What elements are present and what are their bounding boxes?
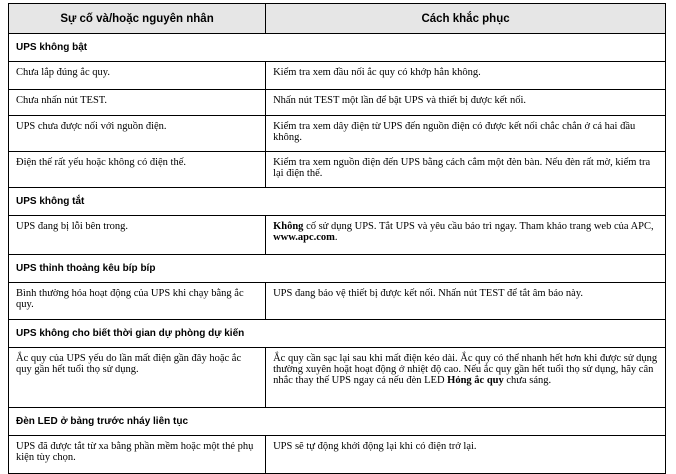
fix-cell [266,216,666,255]
header-fix: Cách khắc phục [266,4,666,34]
table-row [9,152,666,188]
section-heading [9,255,666,283]
cause-cell: Chưa nhấn nút TEST. [9,90,266,116]
fix-cell: Kiểm tra xem dây điện từ UPS đến nguồn điện có được kết nối chắc chắn ở cả hai đầu không. [266,116,666,152]
fix-cell: UPS đang bảo vệ thiết bị được kết nối. Nhấn nút TEST để tắt âm báo này. [266,283,666,320]
apc-website-link: www.apc.com [273,232,335,243]
table-row [9,348,666,408]
section-heading [9,34,666,62]
section-heading [9,320,666,348]
troubleshooting-table [8,3,666,474]
fix-text: Ắc quy cần sạc lại sau khi mất điện kéo dài. Ắc quy có thể nhanh hết hơn khi được sử dụng thường xuyên hoặt hoạt động ở nhiệt độ cao. Nếu ắc quy gần hết tuổi thọ sử dụng, hãy cân nhắc thay thế UPS ngay cả nếu đèn LED [273,353,658,386]
cause-cell: UPS đang bị lỗi bên trong. [9,216,266,255]
fix-cell: Kiểm tra xem nguồn điện đến UPS bằng cách cắm một đèn bàn. Nếu đèn rất mờ, kiểm tra lại điện thế. [266,152,666,188]
table-row [9,216,666,255]
section-title: UPS thỉnh thoảng kêu bíp bíp [9,255,666,283]
section-title: UPS không cho biết thời gian dự phòng dự kiến [9,320,666,348]
cause-cell: UPS đã được tắt từ xa bằng phần mềm hoặc một thẻ phụ kiện tùy chọn. [9,436,266,474]
section-heading [9,188,666,216]
section-title: UPS không bật [9,34,666,62]
table-header-row [9,4,666,34]
fix-bold-led: Hỏng ắc quy [447,375,504,386]
table-row [9,90,666,116]
cause-cell: Chưa lắp đúng ắc quy. [9,62,266,90]
table-row [9,283,666,320]
fix-cell: Nhấn nút TEST một lần để bật UPS và thiết bị được kết nối. [266,90,666,116]
fix-tail: . [334,232,338,243]
fix-cell: UPS sẽ tự động khởi động lại khi có điện trở lại. [266,436,666,474]
table-row [9,436,666,474]
table-row [9,116,666,152]
section-heading [9,408,666,436]
cause-cell: UPS chưa được nối với nguồn điện. [9,116,266,152]
fix-cell: Kiểm tra xem đầu nối ắc quy có khớp hẳn không. [266,62,666,90]
fix-mid: cố sử dụng UPS. Tắt UPS và yêu cầu bảo trì ngay. Tham khảo trang web của APC, [303,221,654,232]
fix-tail: chưa sáng. [503,375,552,386]
section-title: Đèn LED ở bảng trước nháy liên tục [9,408,666,436]
fix-cell [266,348,666,408]
fix-bold-start: Không [273,221,304,232]
cause-cell: Bình thường hóa hoạt động của UPS khi chạy bằng ắc quy. [9,283,266,320]
table-row [9,62,666,90]
cause-cell: Ắc quy của UPS yếu do lần mất điện gần đây hoặc ắc quy gần hết tuổi thọ sử dụng. [9,348,266,408]
section-title: UPS không tắt [9,188,666,216]
header-cause: Sự cố và/hoặc nguyên nhân [9,4,266,34]
cause-cell: Điện thế rất yếu hoặc không có điện thế. [9,152,266,188]
